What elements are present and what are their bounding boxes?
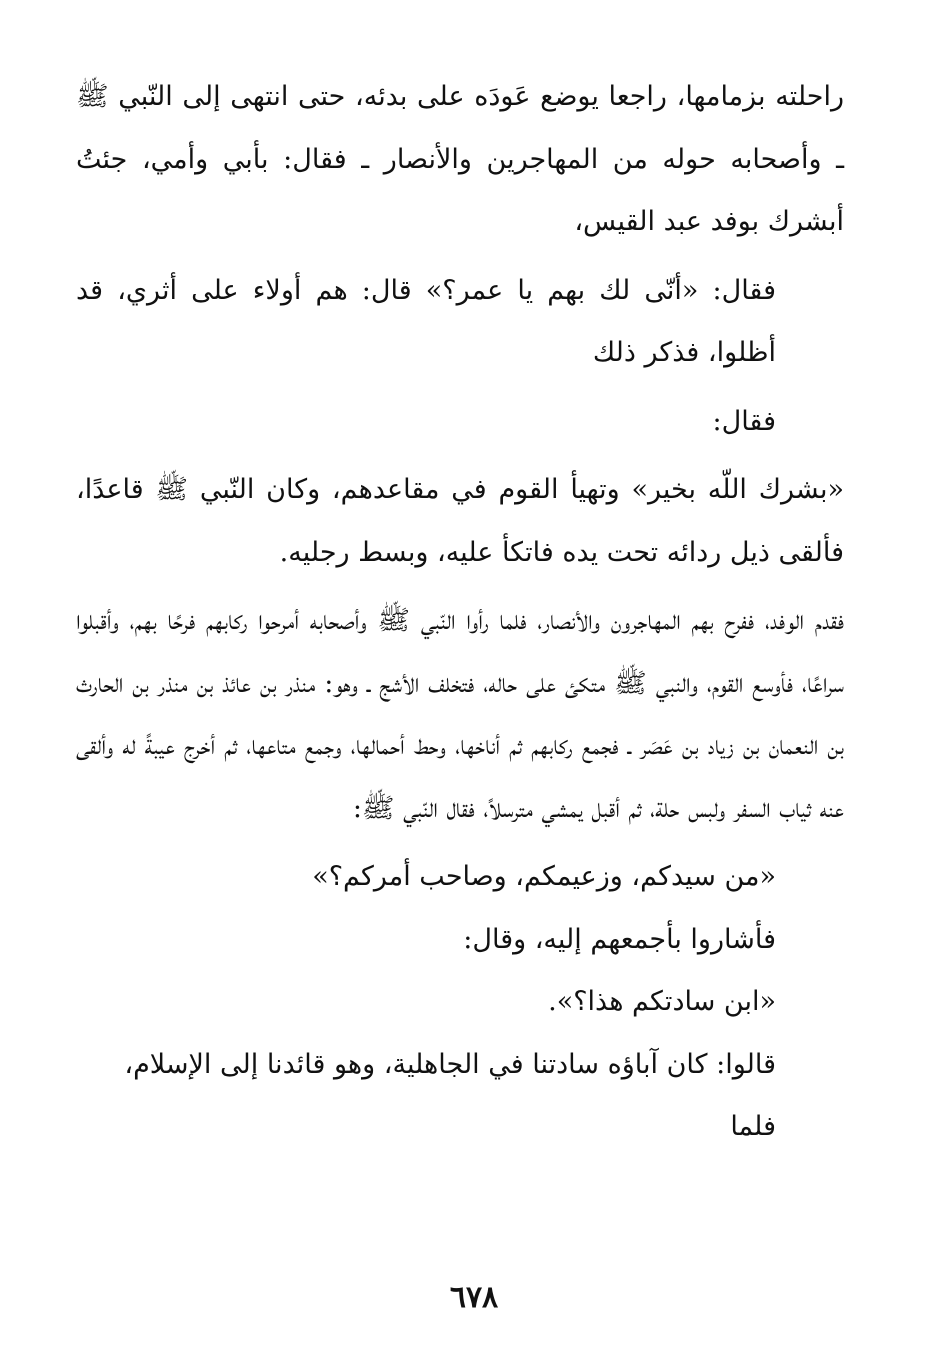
quote: «ابن سادتكم هذا؟».: [548, 986, 776, 1017]
paragraph: فقال:: [712, 405, 776, 437]
paragraph: فقال: «أنّى لك بهم يا عمر؟» قال: هم أولاء على أثري، قد أظلوا، فذكر ذلك: [76, 274, 776, 368]
paragraph: فقدم الوفد، ففرح بهم المهاجرون والأنصار، فلما رأوا النّبي ﷺ وأصحابه أمرحوا ركابهم فرحًا بهم، وأقبلوا سراعًا، فأوسع القوم، والنبي ﷺ متكئ على حاله، فتخلف الأشج ـ وهو: منذر بن عائذ بن منذر بن الحارث بن النعمان بن زياد بن عَصَر ـ فجمع ركابهم ثم أناخها، وحط أحمالها، وجمع متاعها، ثم أخرج عيبةً له وألقى عنه ثياب السفر ولبس حلة، ثم أقبل يمشي مترسلاً، فقال النّبي ﷺ:: [76, 605, 844, 824]
page-number: ٦٧٨: [449, 1280, 499, 1315]
paragraph: «بشرك اللّه بخير» وتهيأ القوم في مقاعدهم، وكان النّبي ﷺ قاعدًا، فألقى ذيل ردائه تحت يده فاتكأ عليه، وبسط رجليه.: [76, 474, 844, 568]
paragraph: قالوا: كان آباؤه سادتنا في الجاهلية، وهو قائدنا إلى الإسلام، فلما: [124, 1048, 776, 1142]
body-text: [76, 66, 844, 1159]
quote: «من سيدكم، وزعيمكم، وصاحب أمركم؟»: [312, 861, 776, 892]
paragraph: فأشاروا بأجمعهم إليه، وقال:: [463, 923, 776, 955]
paragraph: راحلته بزمامها، راجعا يوضع عَودَه على بدئه، حتى انتهى إلى النّبي ﷺ ـ وأصحابه حوله من المهاجرين والأنصار ـ فقال: بأبي وأمي، جئتُ أبشرك بوفد عبد القيس،: [76, 81, 844, 237]
